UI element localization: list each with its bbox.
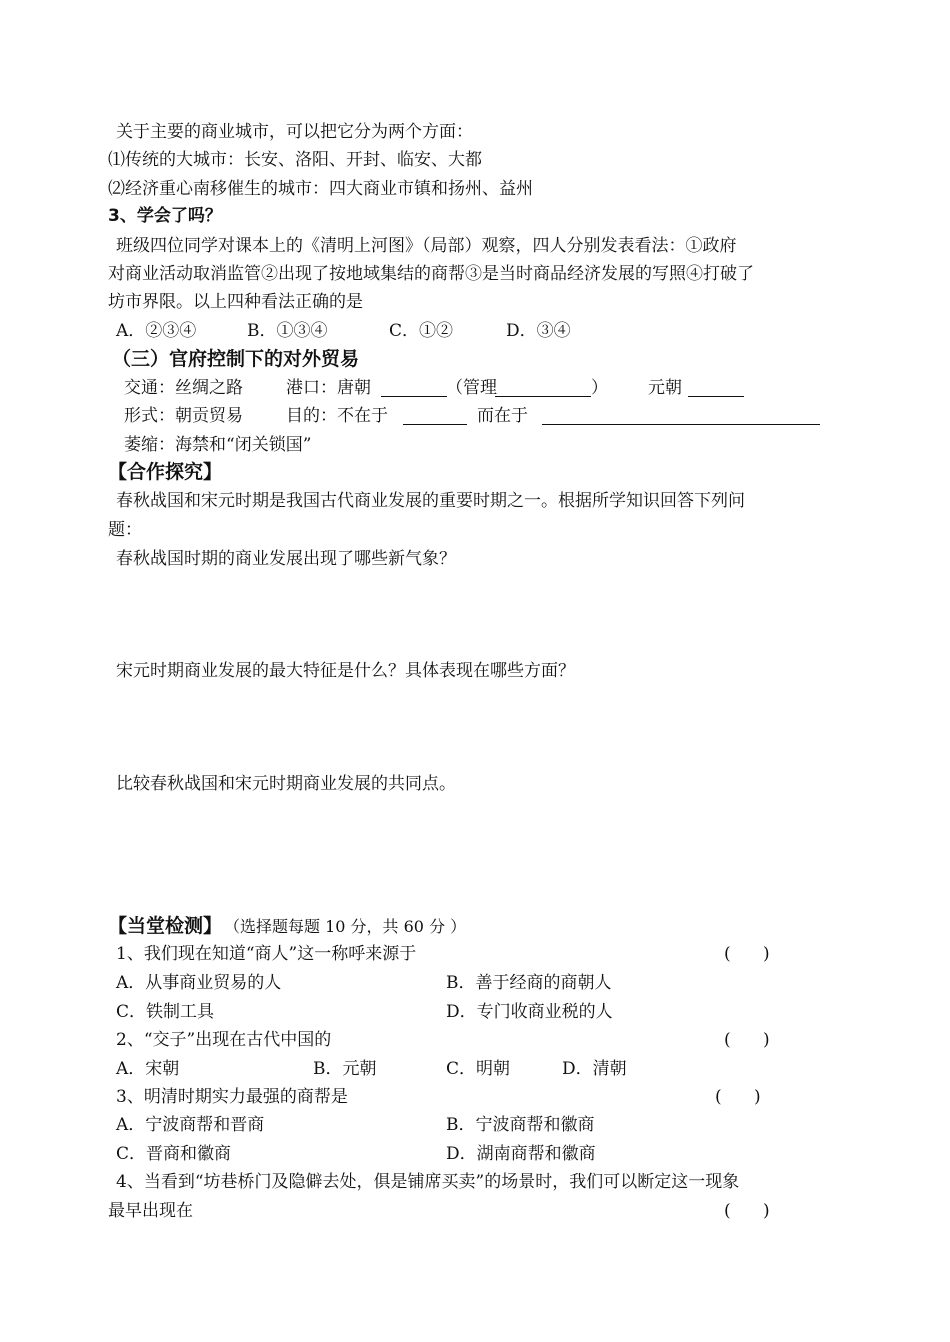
test-q1-option-b: B．善于经商的商朝人: [446, 973, 612, 993]
yuan-blank[interactable]: [688, 379, 744, 397]
test-q3-option-b: B．宁波商帮和徽商: [446, 1115, 595, 1135]
form-label: 形式：朝贡贸易: [124, 406, 243, 426]
learned-option-d: D．③④: [506, 321, 571, 341]
cooperation-heading: 【合作探究】: [108, 461, 223, 483]
learned-option-c: C．①②: [389, 321, 454, 341]
learned-option-b: B．①③④: [247, 321, 328, 341]
test-heading: 【当堂检测】: [108, 915, 223, 937]
test-q1-option-c: C．铁制工具: [116, 1002, 215, 1022]
test-q4-stem-line-2: 最早出现在: [108, 1201, 193, 1221]
cooperation-question-1: 春秋战国时期的商业发展出现了哪些新气象？: [116, 549, 456, 569]
purpose-blank[interactable]: [403, 407, 467, 425]
test-q3-option-d: D．湖南商帮和徽商: [446, 1144, 596, 1164]
test-q1-stem: 1、我们现在知道“商人”这一称呼来源于: [116, 944, 417, 964]
test-q1-option-a: A．从事商业贸易的人: [116, 973, 282, 993]
yuan-label: 元朝: [648, 378, 682, 398]
city-intro: 关于主要的商业城市，可以把它分为两个方面：: [116, 122, 473, 142]
cooperation-intro-line-2: 题：: [108, 520, 142, 540]
cooperation-intro-line-1: 春秋战国和宋元时期是我国古代商业发展的重要时期之一。根据所学知识回答下列问: [116, 491, 745, 511]
test-q2-stem: 2、“交子”出现在古代中国的: [116, 1030, 332, 1050]
city-item-1: ⑴传统的大城市：长安、洛阳、开封、临安、大都: [108, 150, 482, 170]
decline-label: 萎缩：海禁和“闭关锁国”: [124, 435, 312, 455]
port-label: 港口：唐朝: [286, 378, 371, 398]
test-q3-stem: 3、明清时期实力最强的商帮是: [116, 1087, 348, 1107]
manage-label: （管理: [446, 378, 497, 398]
cooperation-question-3: 比较春秋战国和宋元时期商业发展的共同点。: [116, 774, 456, 794]
test-q2-option-b: B．元朝: [313, 1059, 377, 1079]
cooperation-question-2: 宋元时期商业发展的最大特征是什么？具体表现在哪些方面？: [116, 661, 575, 681]
learned-heading: 3、学会了吗？: [108, 206, 222, 226]
test-q4-answer-paren[interactable]: ( ): [724, 1201, 770, 1221]
but-blank[interactable]: [542, 407, 820, 425]
test-q4-stem-line-1: 4、当看到“坊巷桥门及隐僻去处，俱是铺席买卖”的场景时，我们可以断定这一现象: [116, 1172, 740, 1192]
test-q2-option-a: A．宋朝: [116, 1059, 180, 1079]
learned-question-line-3: 坊市界限。以上四种看法正确的是: [108, 292, 363, 312]
foreign-trade-heading: （三）官府控制下的对外贸易: [112, 348, 360, 370]
test-q1-option-d: D．专门收商业税的人: [446, 1002, 613, 1022]
test-q1-answer-paren[interactable]: ( ): [724, 944, 770, 964]
test-q2-option-d: D．清朝: [562, 1059, 627, 1079]
test-q3-answer-paren[interactable]: ( ): [715, 1087, 761, 1107]
test-q3-option-a: A．宁波商帮和晋商: [116, 1115, 265, 1135]
test-note: （选择题每题 10 分，共 60 分 ）: [224, 917, 467, 936]
manage-blank[interactable]: [495, 379, 591, 397]
port-blank[interactable]: [381, 379, 447, 397]
purpose-label: 目的：不在于: [286, 406, 388, 426]
but-label: 而在于: [477, 406, 528, 426]
test-q2-option-c: C．明朝: [446, 1059, 511, 1079]
traffic-label: 交通：丝绸之路: [124, 378, 243, 398]
manage-close: ）: [591, 378, 608, 398]
learned-question-line-1: 班级四位同学对课本上的《清明上河图》（局部）观察，四人分别发表看法：①政府: [116, 236, 737, 256]
city-item-2: ⑵经济重心南移催生的城市：四大商业市镇和扬州、益州: [108, 179, 533, 199]
test-q3-option-c: C．晋商和徽商: [116, 1144, 232, 1164]
test-q2-answer-paren[interactable]: ( ): [724, 1030, 770, 1050]
learned-question-line-2: 对商业活动取消监管②出现了按地域集结的商帮③是当时商品经济发展的写照④打破了: [108, 264, 754, 284]
learned-option-a: A．②③④: [116, 321, 197, 341]
